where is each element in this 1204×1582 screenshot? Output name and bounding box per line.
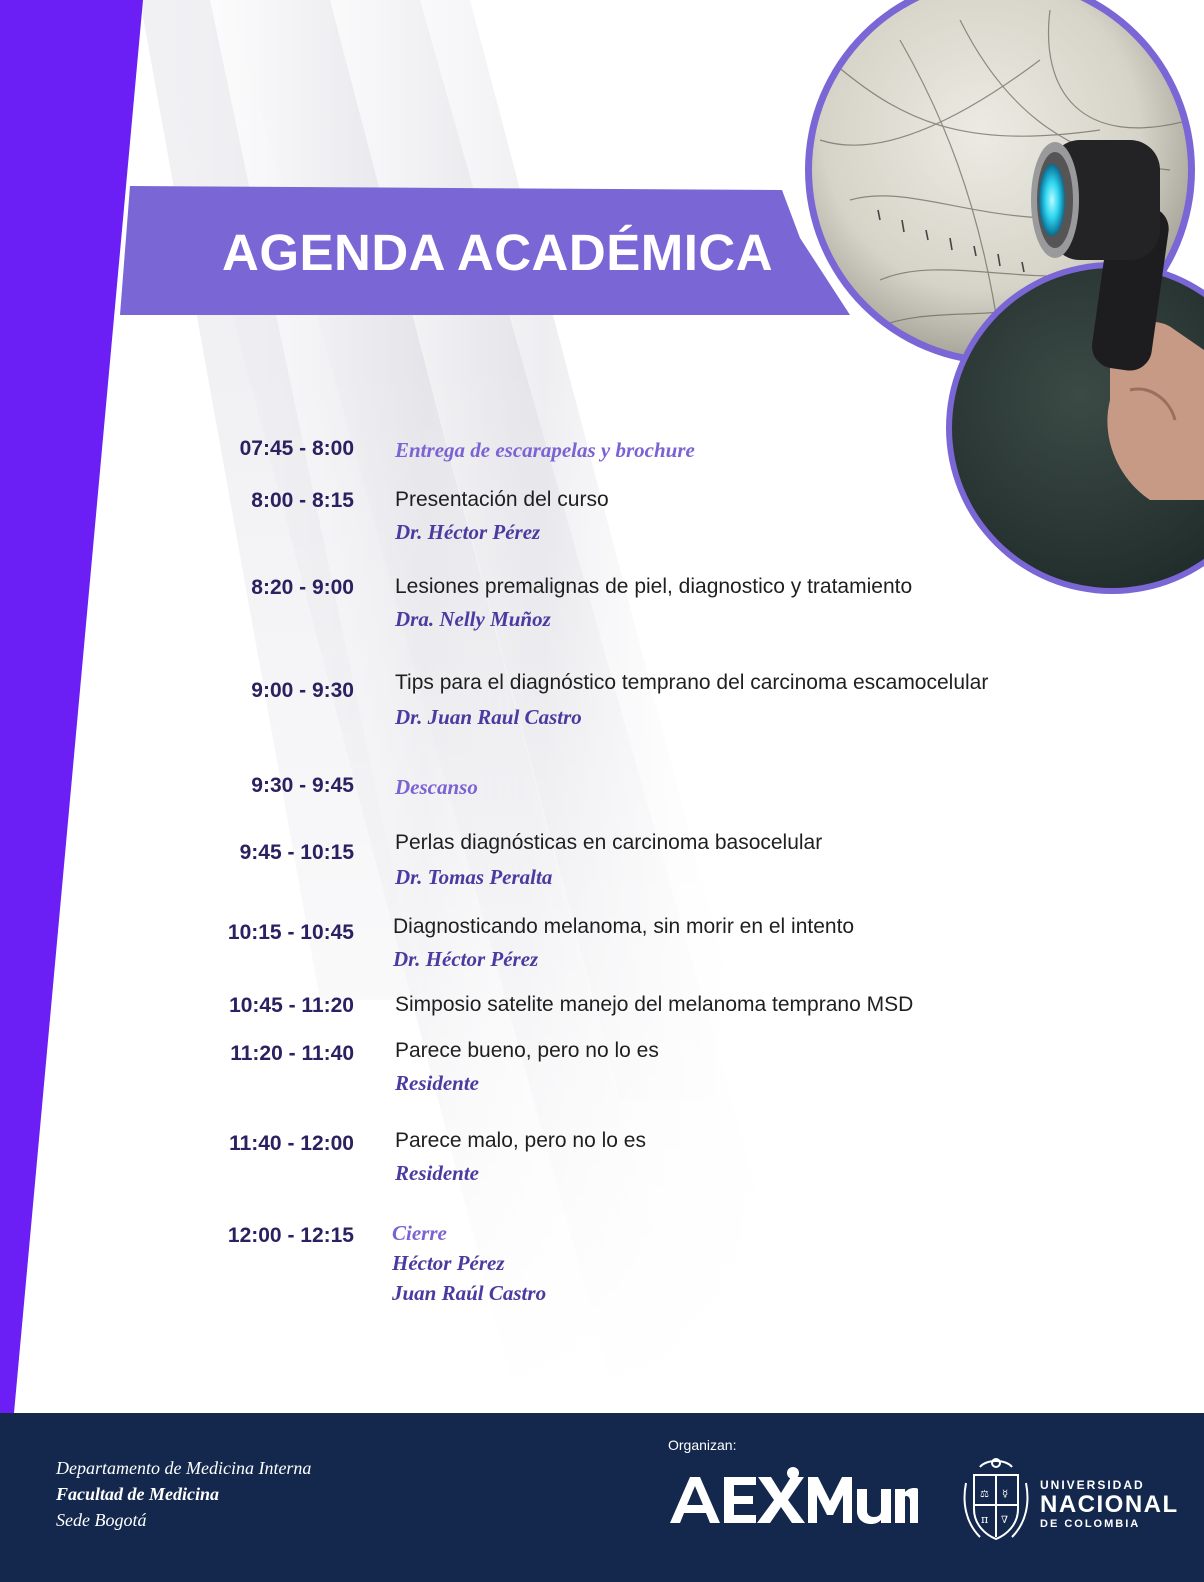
agenda-time: 9:45 - 10:15 xyxy=(239,841,354,864)
agenda-detail xyxy=(395,830,822,892)
universidad-nacional-crest-icon xyxy=(960,1453,1032,1545)
footer-campus: Sede Bogotá xyxy=(56,1510,147,1530)
svg-text:π: π xyxy=(981,1513,989,1526)
agenda-time: 11:40 - 12:00 xyxy=(229,1132,354,1155)
aexmun-logo xyxy=(668,1465,918,1535)
agenda-time: 9:30 - 9:45 xyxy=(251,774,354,797)
agenda-special: Cierre xyxy=(392,1221,447,1245)
universidad-nacional-wordmark xyxy=(1040,1478,1179,1530)
agenda-detail xyxy=(395,574,912,634)
svg-text:☿: ☿ xyxy=(1002,1489,1009,1500)
organizers-label: Organizan: xyxy=(668,1437,737,1453)
un-line2: NACIONAL xyxy=(1040,1491,1179,1518)
agenda-speaker: Residente xyxy=(395,1071,479,1095)
agenda-time: 07:45 - 8:00 xyxy=(239,437,354,460)
agenda-time: 11:20 - 11:40 xyxy=(230,1042,354,1065)
footer-department: Departamento de Medicina Interna xyxy=(56,1458,312,1478)
agenda-detail xyxy=(395,1038,659,1098)
agenda-speaker: Héctor Pérez xyxy=(392,1251,505,1275)
agenda-detail xyxy=(395,670,988,732)
agenda-detail xyxy=(395,992,913,1018)
agenda-speaker: Residente xyxy=(395,1161,479,1185)
agenda-time: 12:00 - 12:15 xyxy=(227,1224,354,1247)
svg-text:∇: ∇ xyxy=(1001,1515,1008,1526)
footer-institution xyxy=(56,1455,311,1533)
agenda-special: Descanso xyxy=(395,775,478,799)
agenda-detail xyxy=(395,487,609,547)
footer-faculty: Facultad de Medicina xyxy=(56,1484,219,1504)
agenda-topic: Lesiones premalignas de piel, diagnostico y tratamiento xyxy=(395,575,913,598)
agenda-detail xyxy=(392,1220,546,1308)
agenda-speaker: Dr. Héctor Pérez xyxy=(393,947,539,971)
agenda-time: 10:15 - 10:45 xyxy=(227,921,354,944)
agenda-topic: Parece malo, pero no lo es xyxy=(395,1129,646,1152)
agenda-topic: Presentación del curso xyxy=(395,488,609,511)
agenda-time: 10:45 - 11:20 xyxy=(229,994,354,1017)
agenda-time: 8:20 - 9:00 xyxy=(251,576,354,599)
page-title: AGENDA ACADÉMICA xyxy=(222,224,774,281)
footer xyxy=(0,1413,1204,1582)
agenda-detail xyxy=(395,437,695,463)
un-line3: DE COLOMBIA xyxy=(1040,1518,1141,1530)
agenda-detail xyxy=(393,914,854,974)
svg-text:⚖: ⚖ xyxy=(980,1489,989,1500)
agenda-topic: Perlas diagnósticas en carcinoma basocelular xyxy=(395,831,823,854)
agenda-speaker: Dra. Nelly Muñoz xyxy=(395,607,551,631)
agenda-detail xyxy=(395,774,478,800)
agenda-topic: Simposio satelite manejo del melanoma temprano MSD xyxy=(395,993,914,1016)
un-line1: UNIVERSIDAD xyxy=(1040,1478,1145,1492)
agenda-time: 8:00 - 8:15 xyxy=(251,489,354,512)
agenda-speaker: Dr. Tomas Peralta xyxy=(395,865,553,889)
agenda-speaker: Juan Raúl Castro xyxy=(392,1281,547,1305)
agenda-speaker: Dr. Héctor Pérez xyxy=(395,520,541,544)
agenda-special: Entrega de escarapelas y brochure xyxy=(395,438,695,462)
agenda-detail xyxy=(395,1128,646,1188)
agenda-topic: Tips para el diagnóstico temprano del carcinoma escamocelular xyxy=(395,671,989,694)
agenda-speaker: Dr. Juan Raul Castro xyxy=(395,705,582,729)
agenda-topic: Diagnosticando melanoma, sin morir en el intento xyxy=(393,915,855,938)
agenda-time: 9:00 - 9:30 xyxy=(251,679,354,702)
agenda-topic: Parece bueno, pero no lo es xyxy=(395,1039,659,1062)
